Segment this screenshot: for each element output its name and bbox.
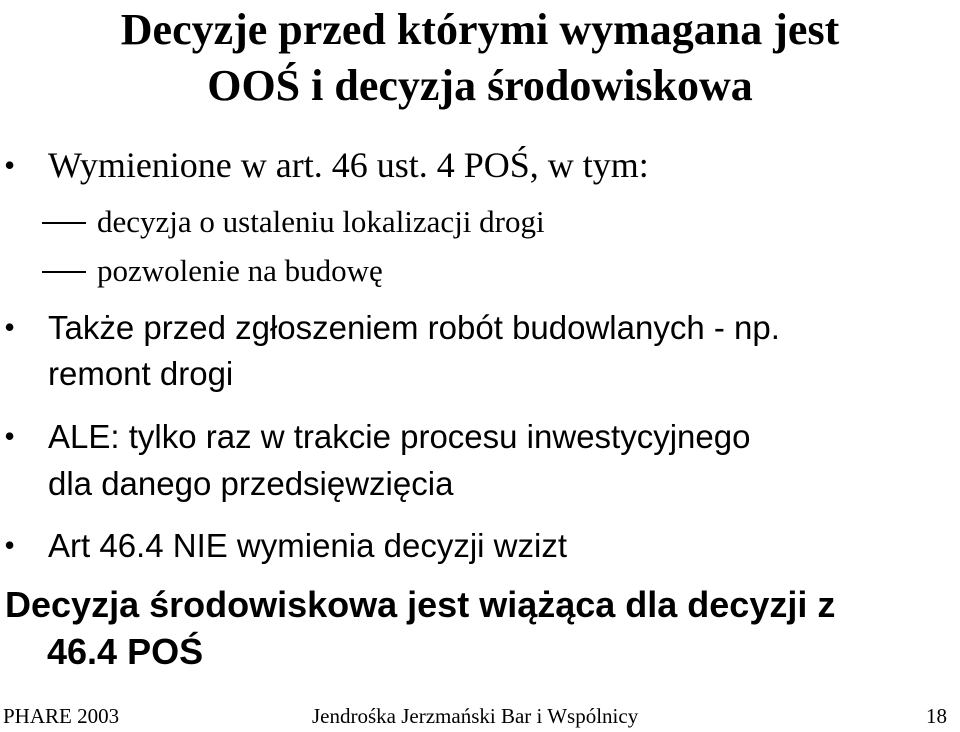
sub-bullet-text: pozwolenie na budowę	[97, 253, 383, 288]
page-number: 18	[926, 704, 947, 728]
bullet-text-line-2: dla danego przedsięwzięcia	[48, 465, 454, 502]
bullet-glyph: •	[4, 147, 16, 183]
bullet-glyph: •	[4, 309, 16, 345]
conclusion-line-1: Decyzja środowiskowa jest wiążąca dla decyzji z	[5, 584, 836, 625]
slide-title-line-1: Decyzje przed którymi wymagana jest	[120, 5, 840, 54]
footer-center-text: Jendrośka Jerzmański Bar i Wspólnicy	[312, 704, 639, 728]
bullet-text: Art 46.4 NIE wymienia decyzji wzizt	[48, 527, 567, 564]
bullet-text-line-1: Także przed zgłoszeniem robót budowlanych - np.	[48, 309, 780, 346]
bullet-text: Wymienione w art. 46 ust. 4 POŚ, w tym:	[48, 145, 649, 185]
bullet-glyph: •	[4, 418, 16, 454]
bullet-text-line-1: ALE: tylko raz w trakcie procesu inwestycyjnego	[48, 418, 751, 455]
slide-title-line-2: OOŚ i decyzja środowiskowa	[207, 61, 753, 110]
slide-title	[0, 2, 960, 114]
footer-left-text: PHARE 2003	[3, 704, 120, 728]
sub-bullet-text: decyzja o ustaleniu lokalizacji drogi	[97, 204, 545, 239]
dash-marker	[42, 222, 86, 224]
bullet-glyph: •	[4, 527, 16, 563]
bullet-text-line-2: remont drogi	[48, 355, 234, 392]
conclusion-line-2: 46.4 POŚ	[47, 631, 204, 672]
dash-marker	[42, 271, 86, 273]
